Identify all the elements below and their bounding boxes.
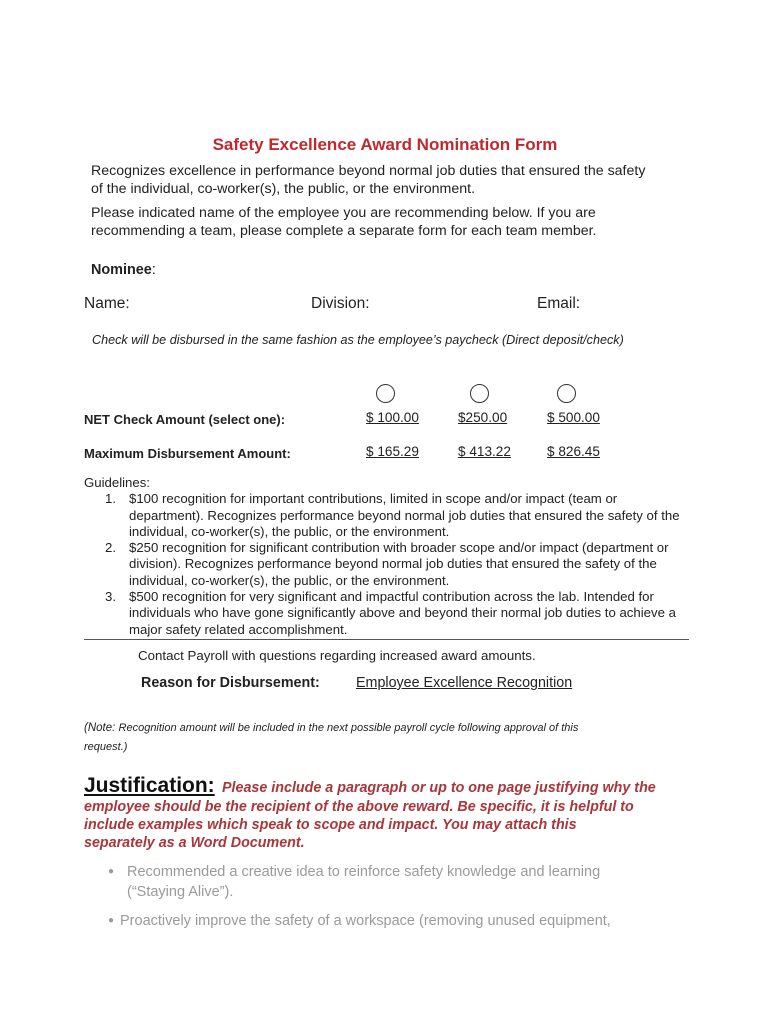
guideline-number: 1. [105,491,116,507]
radio-250[interactable] [470,384,489,403]
reason-label: Reason for Disbursement: [141,675,320,691]
guideline-item [84,540,689,589]
radio-100[interactable] [376,384,395,403]
instructions-line-1: Please indicated name of the employee you are recommending below. If you are [91,205,596,221]
net-check-label: NET Check Amount (select one): [84,412,286,427]
reason-value[interactable]: Employee Excellence Recognition [356,675,573,691]
instructions-line-2: recommending a team, please complete a separate form for each team member. [91,223,597,239]
bullet-icon: ● [108,915,115,926]
justification-text-3: include examples which speak to scope and impact. You may attach this [84,817,577,833]
guideline-number: 3. [105,589,116,605]
guideline-item [84,589,689,638]
email-field[interactable]: Email: [537,295,581,312]
intro-line-2: of the individual, co-worker(s), the public, or the environment. [91,181,476,197]
guideline-number: 2. [105,540,116,556]
max-amount-100: $ 165.29 [366,444,419,459]
divider [84,639,689,640]
nominee-label: Nominee: [91,262,156,278]
justification-text-1: Please include a paragraph or up to one page justifying why the [222,780,656,796]
net-amount-250: $250.00 [458,410,508,425]
guideline-item [84,491,689,540]
max-disbursement-label: Maximum Disbursement Amount: [84,446,291,461]
guideline-text: $500 recognition for very significant and impactful contribution across the lab. Intended for individuals who have gone significantly above and beyond their normal job duties to achieve a major safety related accomplishment. [129,589,676,637]
form-title: Safety Excellence Award Nomination Form [212,135,558,154]
division-field[interactable]: Division: [311,295,370,312]
net-amount-500: $ 500.00 [547,410,600,425]
justification-heading: Justification: [84,774,215,797]
example-bullet-1-line-2: (“Staying Alive”). [127,884,234,900]
guidelines-heading: Guidelines: [84,475,150,490]
guideline-text: $100 recognition for important contributions, limited in scope and/or impact (team or department). Recognizes performance beyond normal job duties that ensured the safety of the individual, co-worker(s), the public, or the environment. [129,491,680,539]
radio-500[interactable] [557,384,576,403]
example-bullet-2-line-1: Proactively improve the safety of a workspace (removing unused equipment, [120,913,611,929]
example-bullet-1-line-1: Recommended a creative idea to reinforce safety knowledge and learning [127,864,601,880]
guidelines [84,475,689,638]
bullet-icon: ● [108,866,115,877]
contact-payroll-text: Contact Payroll with questions regarding increased award amounts. [138,648,536,663]
justification-text-4: separately as a Word Document. [84,835,305,851]
payroll-note: (Note: Recognition amount will be included in the next possible payroll cycle following approval of this request.) [84,722,579,753]
justification-text-2: employee should be the recipient of the above reward. Be specific, it is helpful to [84,799,634,815]
net-amount-100: $ 100.00 [366,410,419,425]
max-amount-500: $ 826.45 [547,444,600,459]
check-disbursement-note: Check will be disbursed in the same fashion as the employee’s paycheck (Direct deposit/check) [92,333,624,347]
intro-line-1: Recognizes excellence in performance beyond normal job duties that ensured the safety [91,163,646,179]
guideline-text: $250 recognition for significant contribution with broader scope and/or impact (department or division). Recognizes performance beyond normal job duties that ensured the safety of the individual, co-worker(s), the public, or the environment. [129,540,669,588]
max-amount-250: $ 413.22 [458,444,511,459]
name-field[interactable]: Name: [84,295,130,312]
